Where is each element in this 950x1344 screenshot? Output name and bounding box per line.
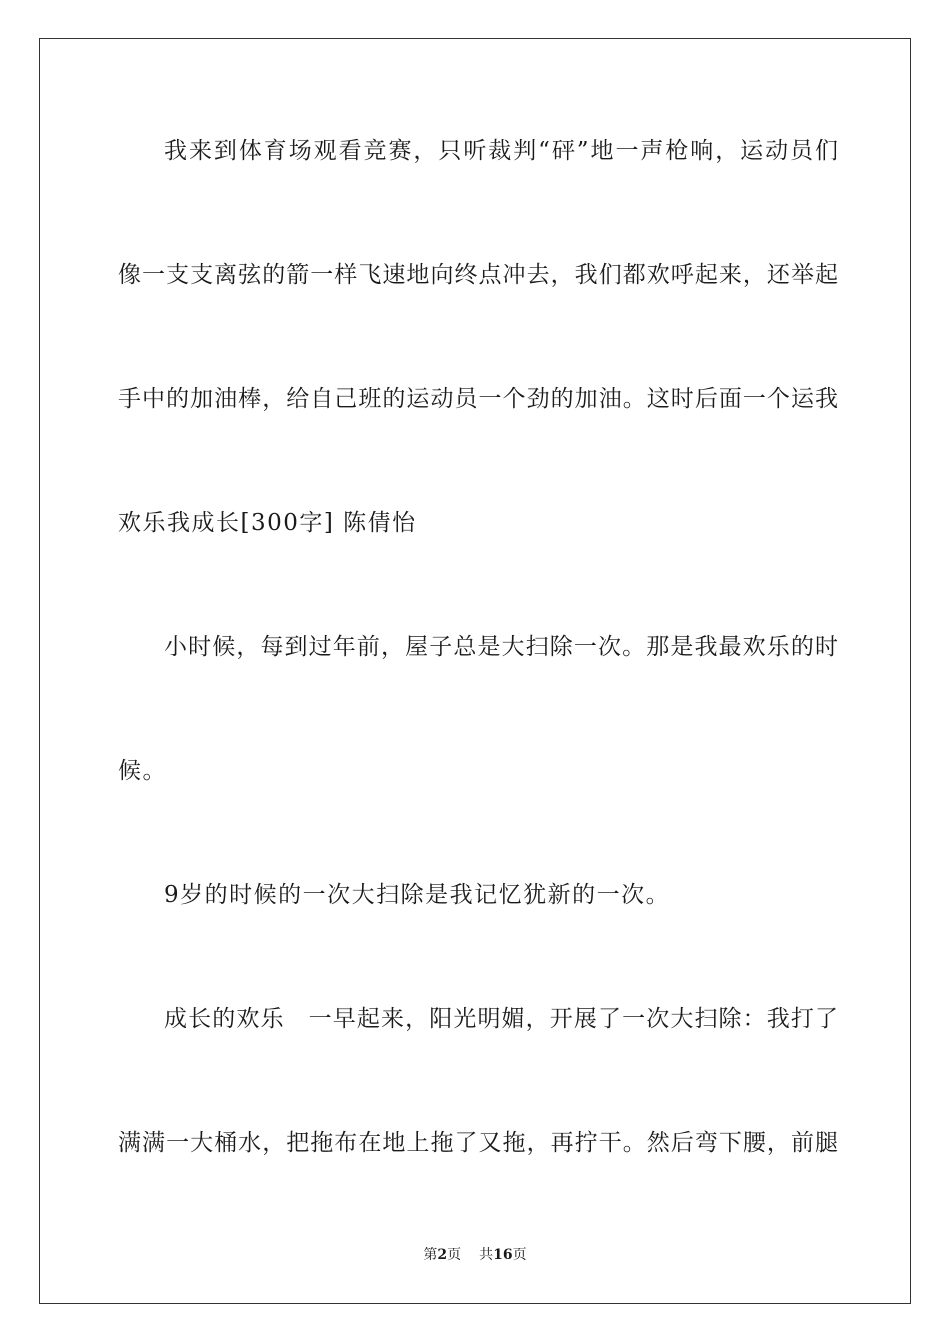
footer-total-prefix: 共 [479, 1247, 494, 1263]
page-border [39, 38, 911, 1304]
paragraph-line-4: 小时候，每到过年前，屋子总是大扫除一次。那是我最欢乐的时 [164, 634, 838, 660]
paragraph-line-5: 候。 [118, 758, 167, 784]
paragraph-line-2: 像一支支离弦的箭一样飞速地向终点冲去，我们都欢呼起来，还举起 [118, 262, 838, 288]
page-footer [0, 1246, 950, 1264]
footer-page-prefix: 第 [423, 1247, 438, 1263]
footer-page-suffix: 页 [447, 1247, 462, 1263]
paragraph-line-3: 手中的加油棒，给自己班的运动员一个劲的加油。这时后面一个运我 [118, 386, 838, 412]
footer-total-pages: 16 [493, 1247, 513, 1263]
footer-total-suffix: 页 [512, 1247, 527, 1263]
footer-page-number: 2 [437, 1247, 448, 1263]
section-heading: 欢乐我成长[300字] 陈倩怡 [118, 510, 417, 536]
paragraph-line-1: 我来到体育场观看竞赛，只听裁判“砰”地一声枪响，运动员们 [164, 138, 838, 164]
paragraph-line-8: 满满一大桶水，把拖布在地上拖了又拖，再拧干。然后弯下腰，前腿 [118, 1130, 838, 1156]
paragraph-line-7: 成长的欢乐 一早起来，阳光明媚，开展了一次大扫除：我打了 [164, 1006, 838, 1032]
paragraph-line-6: 9岁的时候的一次大扫除是我记忆犹新的一次。 [164, 882, 671, 908]
